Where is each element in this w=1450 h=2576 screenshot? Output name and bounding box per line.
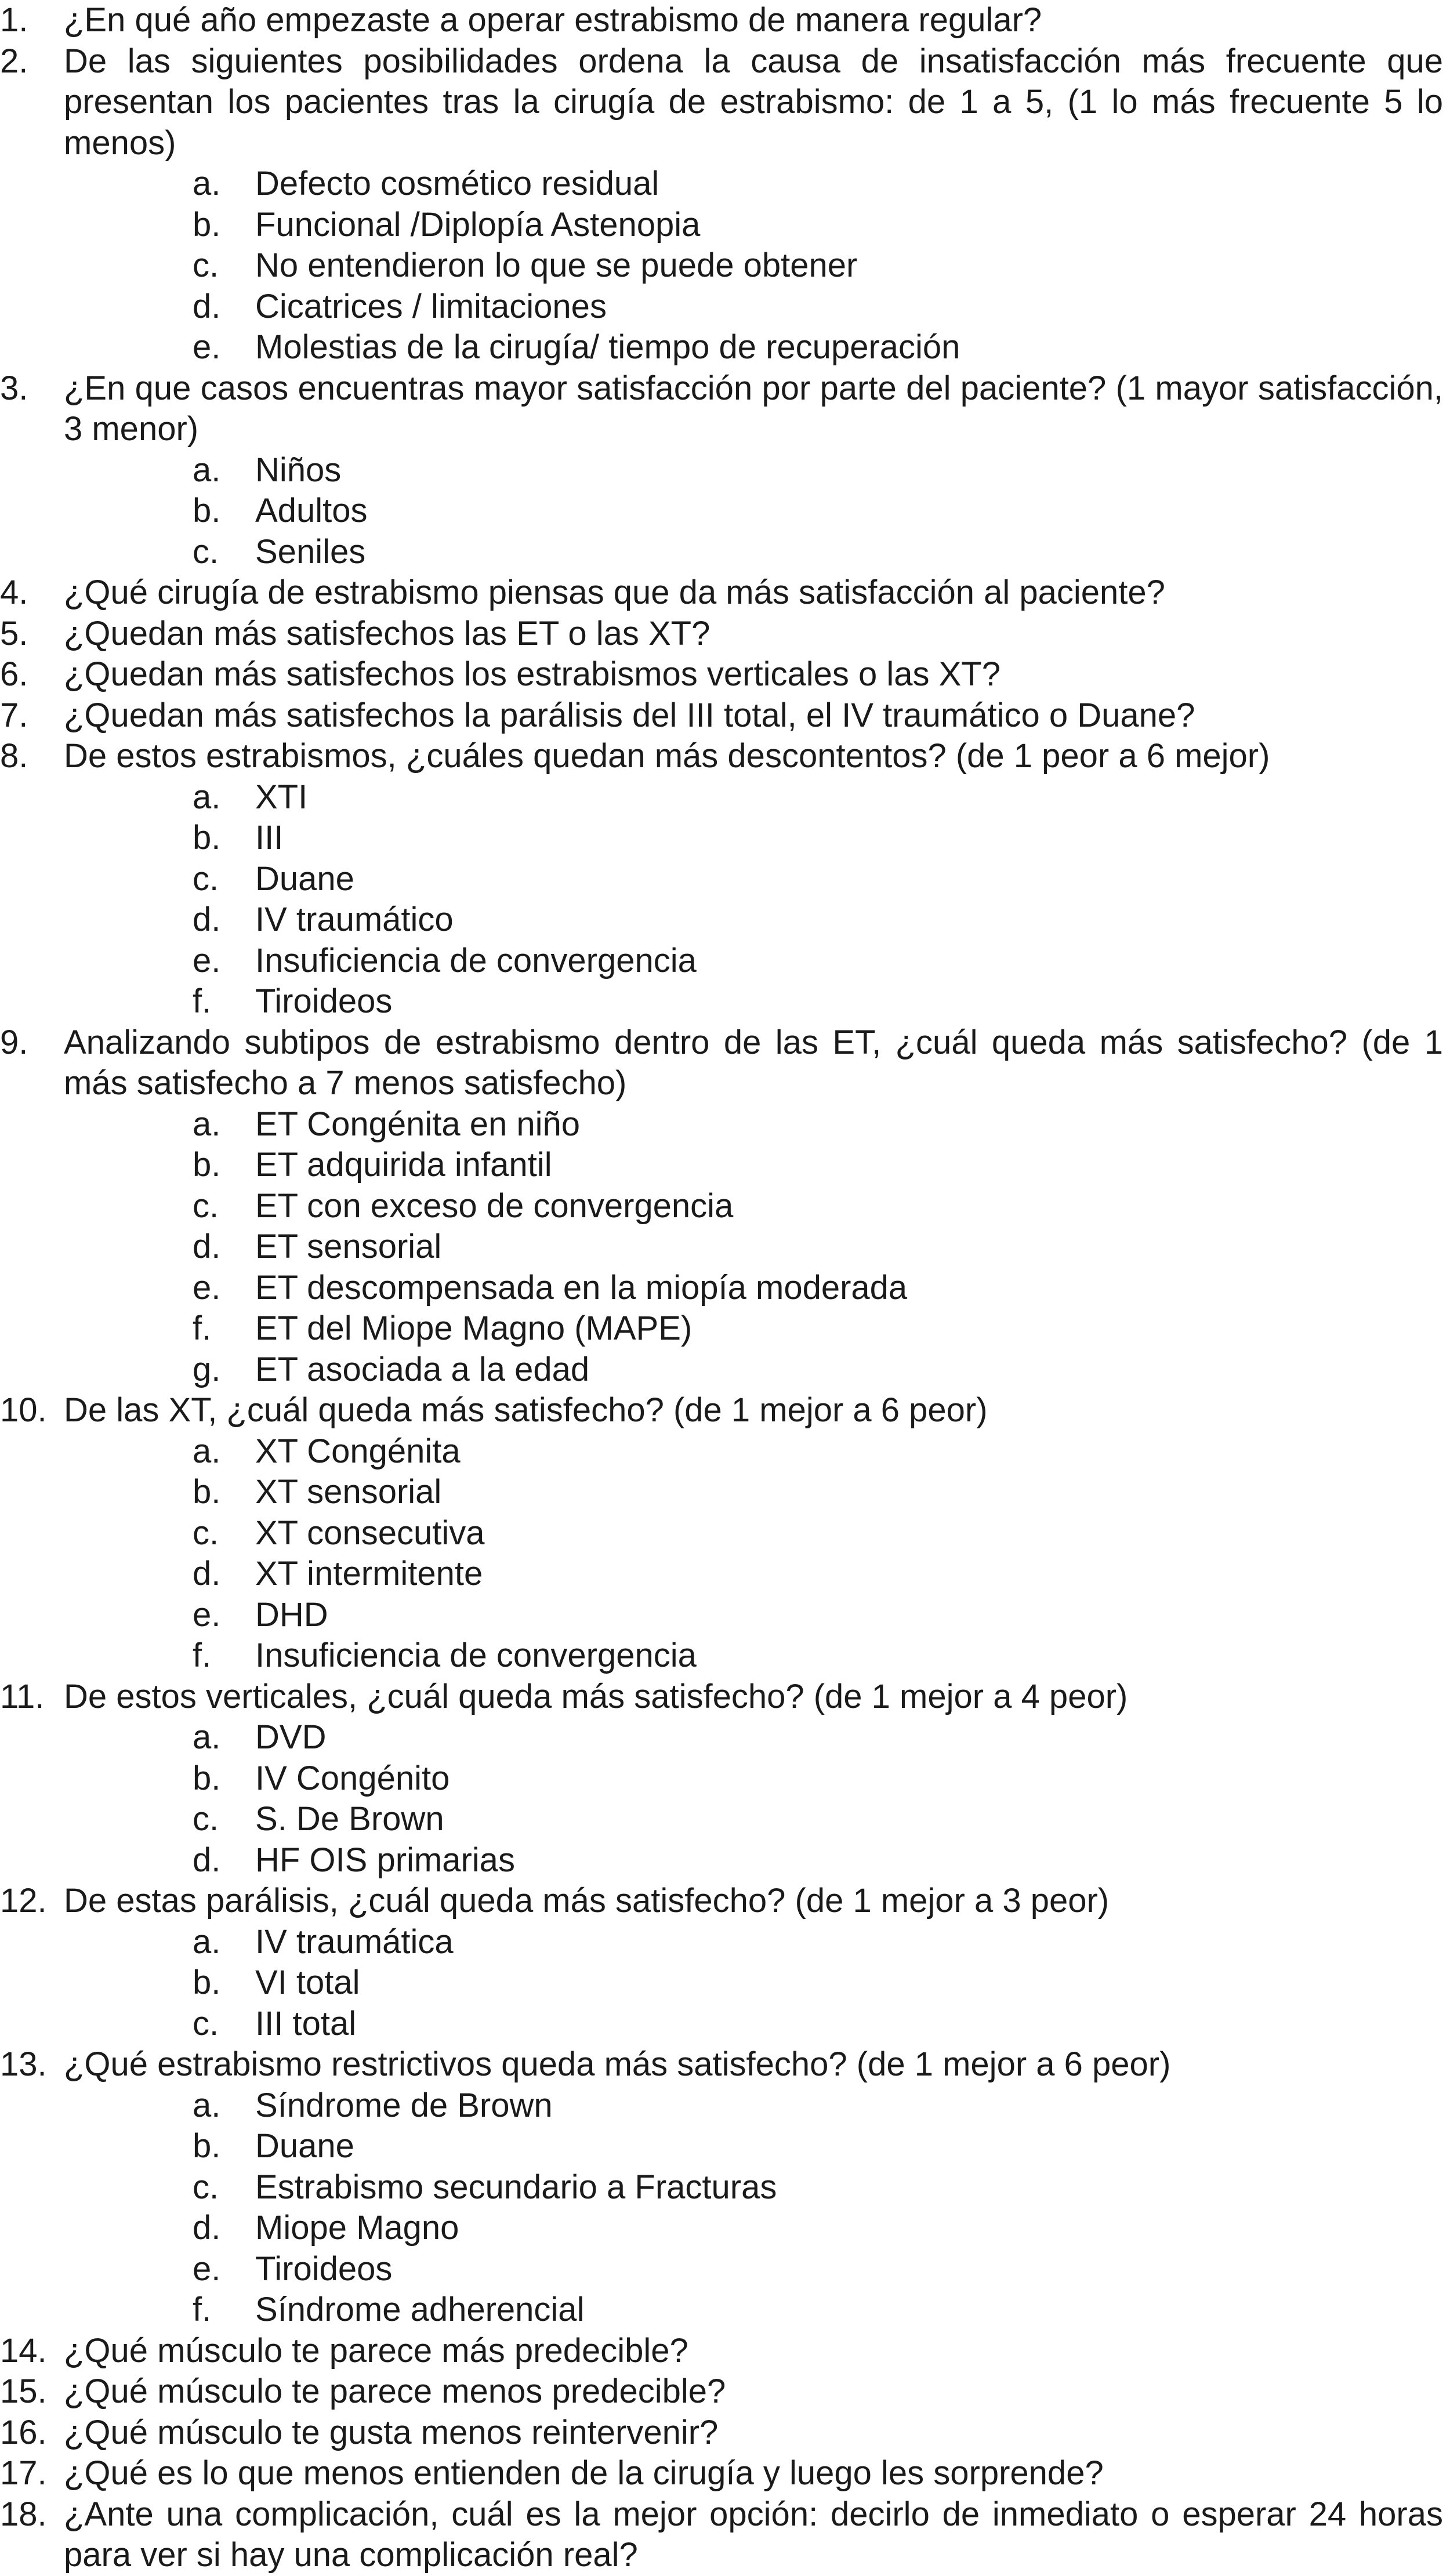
option-letter: c. (193, 859, 219, 898)
option-text: Miope Magno (255, 2209, 459, 2247)
option-item (64, 1186, 1443, 1227)
option-letter: g. (193, 1350, 221, 1388)
option-text: Estrabismo secundario a Fracturas (255, 2168, 777, 2206)
question-item (0, 1022, 1450, 1391)
option-text: XTI (255, 778, 308, 816)
option-letter: b. (193, 1473, 221, 1511)
option-letter: e. (193, 2250, 221, 2288)
option-text: XT intermitente (255, 1555, 483, 1592)
option-text: DHD (255, 1595, 328, 1634)
question-text: ¿Qué músculo te parece más predecible? (64, 2331, 688, 2370)
question-text: De estas parálisis, ¿cuál queda más satisfecho? (de 1 mejor a 3 peor) (64, 1882, 1110, 1920)
option-text: XT consecutiva (255, 1514, 485, 1552)
question-number: 1. (0, 1, 28, 39)
option-text: ET adquirida infantil (255, 1146, 552, 1184)
question-item (0, 2453, 1450, 2494)
question-text: ¿Qué es lo que menos entienden de la cirugía y luego les sorprende? (64, 2454, 1104, 2492)
option-item (64, 2085, 1443, 2127)
option-item (64, 1799, 1443, 1840)
option-letter: c. (193, 1514, 219, 1552)
option-letter: a. (193, 2086, 221, 2124)
question-text: De las siguientes posibilidades ordena la causa de insatisfacción más frecuente que presentan los pacientes tras la cirugía de estrabismo: de 1 a 5, (1 lo más frecuente 5 lo menos) (64, 42, 1443, 162)
question-item (0, 1677, 1450, 1881)
option-text: Adultos (255, 492, 368, 529)
option-text: Molestias de la cirugía/ tiempo de recuperación (255, 328, 960, 366)
option-item (64, 2126, 1443, 2167)
option-letter: f. (193, 1637, 212, 1674)
option-letter: d. (193, 1841, 221, 1879)
option-letter: c. (193, 532, 219, 571)
option-item (64, 1268, 1443, 1309)
option-letter: d. (193, 1555, 221, 1592)
question-text: ¿En que casos encuentras mayor satisfacción por parte del paciente? (1 mayor satisfacción, 3 menor) (64, 369, 1443, 448)
question-number: 4. (0, 574, 28, 611)
question-item (0, 2412, 1450, 2454)
question-item (0, 1390, 1450, 1677)
option-item (64, 1758, 1443, 1799)
option-item (64, 1431, 1443, 1472)
question-number: 7. (0, 696, 28, 734)
option-item (64, 1227, 1443, 1268)
option-item (64, 532, 1443, 573)
question-item (0, 2331, 1450, 2372)
option-list (64, 777, 1443, 1022)
option-letter: d. (193, 901, 221, 938)
question-text: De estos verticales, ¿cuál queda más satisfecho? (de 1 mejor a 4 peor) (64, 1677, 1128, 1715)
question-number: 17. (0, 2454, 47, 2492)
option-item (64, 1840, 1443, 1881)
question-text: ¿Quedan más satisfechos los estrabismos verticales o las XT? (64, 655, 1000, 693)
option-item (64, 1635, 1443, 1677)
option-text: Niños (255, 451, 342, 489)
option-letter: e. (193, 941, 221, 979)
question-text: ¿Qué cirugía de estrabismo piensas que da más satisfacción al paciente? (64, 574, 1165, 611)
option-text: HF OIS primarias (255, 1841, 515, 1879)
option-text: Tiroideos (255, 2250, 393, 2288)
question-number: 12. (0, 1882, 47, 1920)
question-number: 3. (0, 369, 28, 407)
option-item (64, 1717, 1443, 1758)
question-text: ¿Quedan más satisfechos las ET o las XT? (64, 614, 710, 652)
option-list (64, 1922, 1443, 2045)
option-item (64, 818, 1443, 859)
option-item (64, 2290, 1443, 2331)
option-item (64, 859, 1443, 900)
question-number: 14. (0, 2331, 47, 2370)
option-letter: d. (193, 287, 221, 325)
option-text: ET descompensada en la miopía moderada (255, 1268, 908, 1307)
option-letter: e. (193, 328, 221, 366)
option-letter: b. (193, 819, 221, 857)
question-item (0, 736, 1450, 1022)
option-text: Duane (255, 2127, 354, 2165)
question-item (0, 41, 1450, 368)
option-item (64, 1472, 1443, 1513)
option-letter: b. (193, 492, 221, 529)
option-item (64, 1513, 1443, 1554)
option-letter: b. (193, 205, 221, 244)
question-number: 15. (0, 2372, 47, 2410)
question-item (0, 0, 1450, 41)
question-number: 16. (0, 2413, 47, 2451)
option-text: IV traumático (255, 901, 454, 938)
question-item (0, 614, 1450, 655)
question-item (0, 654, 1450, 695)
option-text: ET del Miope Magno (MAPE) (255, 1309, 693, 1347)
option-text: ET sensorial (255, 1228, 442, 1265)
option-letter: a. (193, 778, 221, 816)
option-text: IV traumática (255, 1922, 454, 1961)
option-letter: c. (193, 2004, 219, 2042)
option-item (64, 1145, 1443, 1186)
option-text: IV Congénito (255, 1759, 450, 1797)
option-item (64, 1595, 1443, 1636)
option-letter: b. (193, 2127, 221, 2165)
option-list (64, 1431, 1443, 1677)
option-text: Insuficiencia de convergencia (255, 941, 697, 979)
option-text: DVD (255, 1718, 327, 1756)
question-number: 10. (0, 1391, 47, 1429)
option-text: VI total (255, 1964, 360, 2001)
question-text: De las XT, ¿cuál queda más satisfecho? (de 1 mejor a 6 peor) (64, 1391, 988, 1429)
option-letter: f. (193, 982, 212, 1020)
option-list (64, 1717, 1443, 1881)
option-item (64, 491, 1443, 532)
option-list (64, 2085, 1443, 2331)
option-item (64, 164, 1443, 205)
question-item (0, 368, 1450, 573)
option-item (64, 899, 1443, 941)
question-item (0, 1881, 1450, 2044)
option-text: III (255, 819, 284, 857)
option-letter: f. (193, 2291, 212, 2328)
option-text: Cicatrices / limitaciones (255, 287, 607, 325)
option-text: ET Congénita en niño (255, 1105, 581, 1143)
option-text: XT sensorial (255, 1473, 442, 1511)
question-item (0, 2494, 1450, 2576)
question-number: 13. (0, 2045, 47, 2083)
option-letter: c. (193, 246, 219, 284)
option-letter: b. (193, 1146, 221, 1184)
question-item (0, 2044, 1450, 2331)
question-text: ¿Quedan más satisfechos la parálisis del III total, el IV traumático o Duane? (64, 696, 1195, 734)
option-letter: f. (193, 1309, 212, 1347)
option-text: No entendieron lo que se puede obtener (255, 246, 858, 284)
option-letter: b. (193, 1759, 221, 1797)
option-item (64, 777, 1443, 818)
option-letter: e. (193, 1268, 221, 1307)
option-text: Defecto cosmético residual (255, 165, 659, 202)
option-letter: c. (193, 1800, 219, 1838)
option-item (64, 1554, 1443, 1595)
option-letter: a. (193, 165, 221, 202)
option-letter: d. (193, 1228, 221, 1265)
option-letter: d. (193, 2209, 221, 2247)
question-text: ¿Qué músculo te gusta menos reintervenir? (64, 2413, 719, 2451)
option-letter: e. (193, 1595, 221, 1634)
question-text: ¿Qué estrabismo restrictivos queda más satisfecho? (de 1 mejor a 6 peor) (64, 2045, 1171, 2083)
option-list (64, 1104, 1443, 1391)
option-item (64, 2167, 1443, 2208)
option-text: XT Congénita (255, 1432, 461, 1470)
question-number: 18. (0, 2495, 47, 2533)
option-list (64, 164, 1443, 368)
option-item (64, 245, 1443, 286)
option-text: III total (255, 2004, 357, 2042)
option-letter: a. (193, 1922, 221, 1961)
option-text: Insuficiencia de convergencia (255, 1637, 697, 1674)
option-item (64, 941, 1443, 982)
option-text: Síndrome adherencial (255, 2291, 585, 2328)
question-number: 6. (0, 655, 28, 693)
question-text: ¿Ante una complicación, cuál es la mejor opción: decirlo de inmediato o esperar 24 horas para ver si hay una complicación real? (64, 2495, 1443, 2574)
question-text: ¿Qué músculo te parece menos predecible? (64, 2372, 726, 2410)
question-text: De estos estrabismos, ¿cuáles quedan más descontentos? (de 1 peor a 6 mejor) (64, 737, 1270, 775)
question-number: 5. (0, 614, 28, 652)
question-number: 2. (0, 42, 28, 80)
question-number: 8. (0, 737, 28, 775)
option-text: Duane (255, 859, 354, 898)
question-text: ¿En qué año empezaste a operar estrabismo de manera regular? (64, 1, 1042, 39)
option-text: Funcional /Diplopía Astenopia (255, 205, 701, 244)
option-letter: a. (193, 1432, 221, 1470)
option-item (64, 1962, 1443, 2004)
option-item (64, 2249, 1443, 2290)
option-letter: c. (193, 2168, 219, 2206)
option-item (64, 1349, 1443, 1391)
question-number: 9. (0, 1023, 28, 1061)
option-text: ET con exceso de convergencia (255, 1187, 734, 1225)
option-item (64, 327, 1443, 368)
option-item (64, 286, 1443, 328)
question-item (0, 695, 1450, 736)
option-letter: a. (193, 1105, 221, 1143)
option-item (64, 981, 1443, 1022)
option-letter: b. (193, 1964, 221, 2001)
option-letter: c. (193, 1187, 219, 1225)
option-letter: a. (193, 1718, 221, 1756)
question-number: 11. (0, 1677, 45, 1715)
option-text: ET asociada a la edad (255, 1350, 590, 1388)
option-text: S. De Brown (255, 1800, 444, 1838)
option-item (64, 2004, 1443, 2045)
option-item (64, 2208, 1443, 2249)
option-text: Tiroideos (255, 982, 393, 1020)
option-item (64, 450, 1443, 491)
option-text: Síndrome de Brown (255, 2086, 553, 2124)
option-list (64, 450, 1443, 573)
question-item (0, 572, 1450, 614)
option-item (64, 1104, 1443, 1145)
option-item (64, 1308, 1443, 1349)
option-text: Seniles (255, 532, 366, 571)
option-item (64, 1922, 1443, 1963)
question-text: Analizando subtipos de estrabismo dentro de las ET, ¿cuál queda más satisfecho? (de 1 más satisfecho a 7 menos satisfecho) (64, 1023, 1443, 1102)
option-letter: a. (193, 451, 221, 489)
question-item (0, 2371, 1450, 2412)
option-item (64, 205, 1443, 246)
